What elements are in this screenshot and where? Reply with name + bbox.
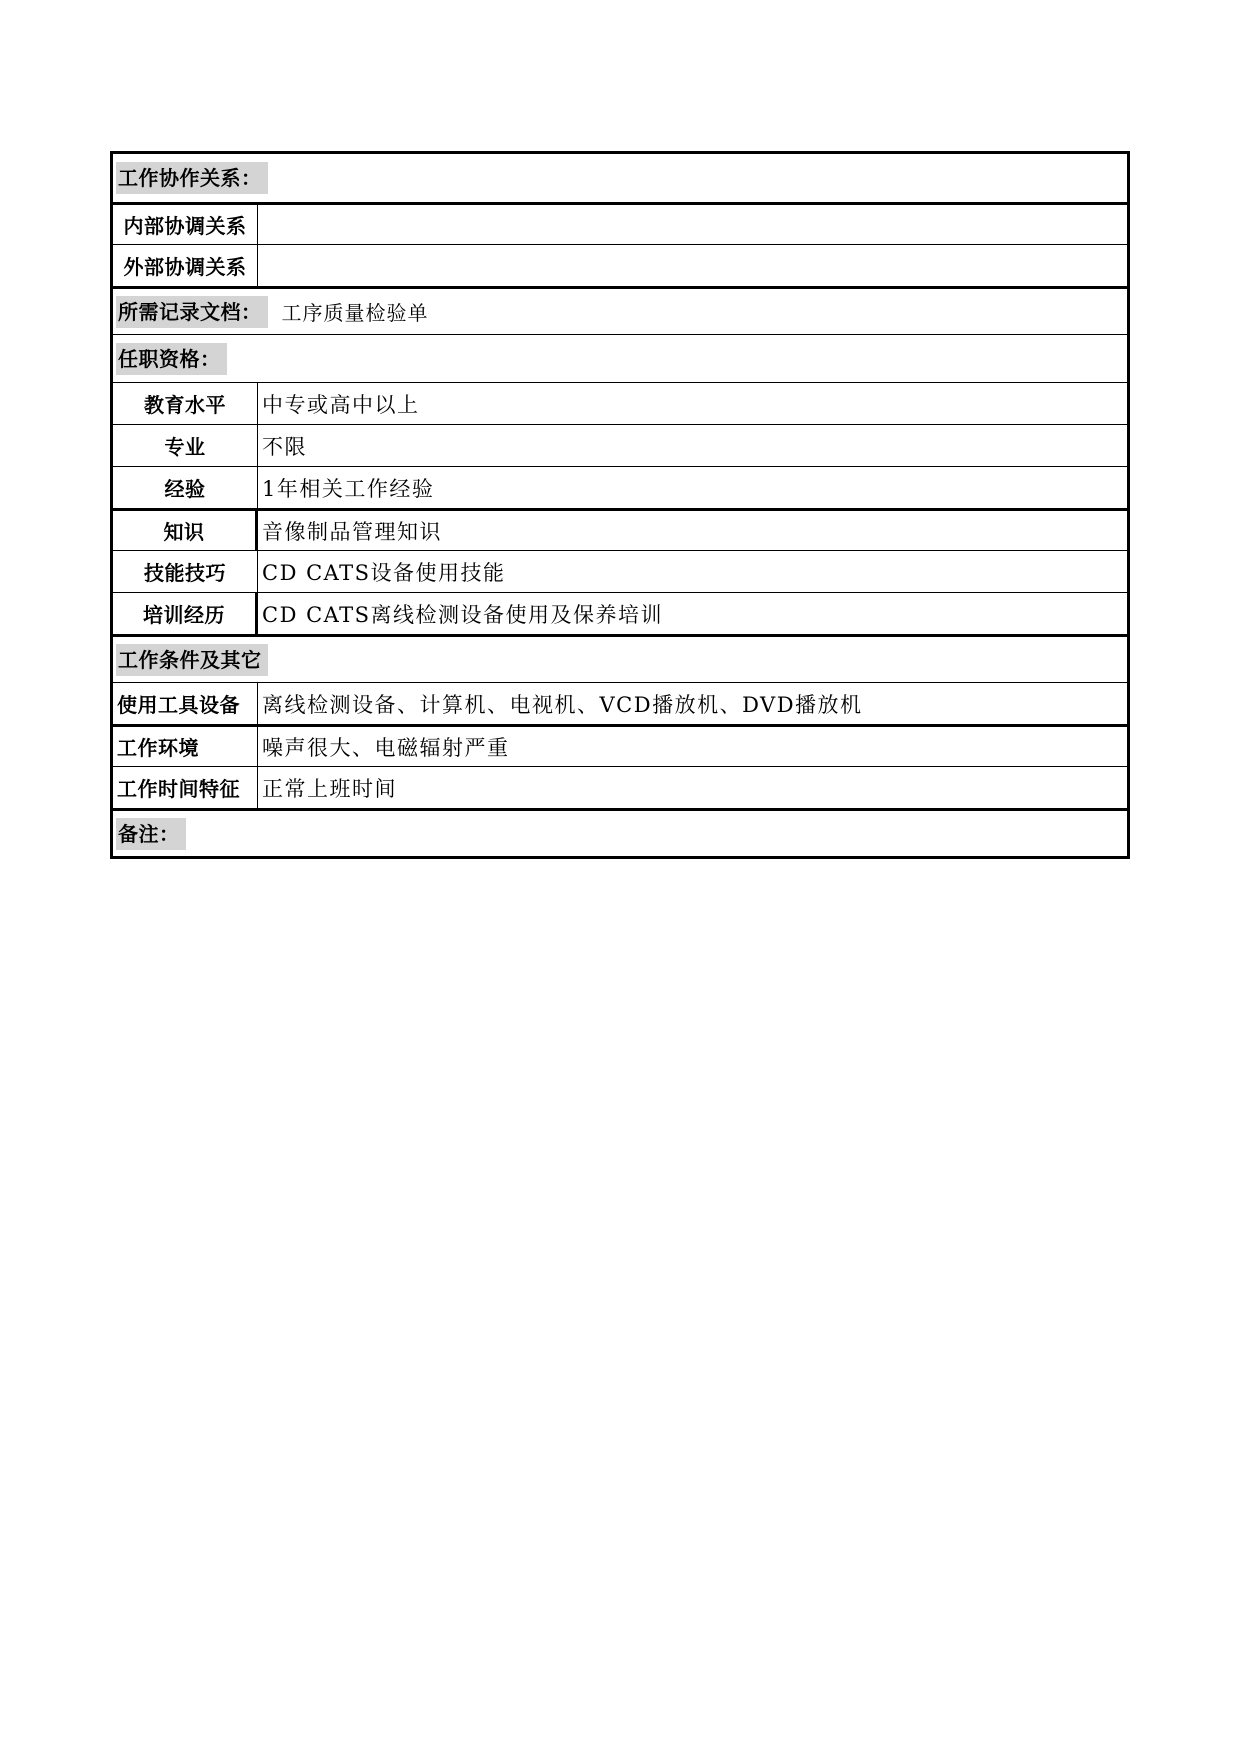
qualification-row-training xyxy=(113,592,1127,634)
experience-value: 1年相关工作经验 xyxy=(262,476,435,501)
hours-label: 工作时间特征 xyxy=(113,767,258,808)
condition-row-tools xyxy=(113,682,1127,724)
environment-label: 工作环境 xyxy=(113,727,258,766)
cooperation-section-title: 工作协作关系： xyxy=(116,162,268,194)
conditions-section-row xyxy=(113,634,1127,682)
internal-coordination-row xyxy=(113,202,1127,244)
tools-label: 使用工具设备 xyxy=(113,683,258,724)
documents-row xyxy=(113,286,1127,334)
education-value: 中专或高中以上 xyxy=(262,392,420,417)
condition-row-environment xyxy=(113,724,1127,766)
tools-value: 离线检测设备、计算机、电视机、VCD播放机、DVD播放机 xyxy=(262,692,863,717)
external-coordination-row xyxy=(113,244,1127,286)
experience-label: 经验 xyxy=(113,467,258,508)
knowledge-value: 音像制品管理知识 xyxy=(262,519,442,544)
documents-label: 所需记录文档： xyxy=(116,296,268,328)
conditions-section-title: 工作条件及其它 xyxy=(116,644,268,676)
training-value: CD CATS离线检测设备使用及保养培训 xyxy=(262,602,664,627)
qualification-row-major xyxy=(113,424,1127,466)
hours-value: 正常上班时间 xyxy=(262,776,397,801)
internal-coordination-value xyxy=(258,205,1127,244)
external-coordination-value xyxy=(258,245,1127,286)
condition-row-hours xyxy=(113,766,1127,808)
job-description-table xyxy=(110,151,1130,859)
major-value: 不限 xyxy=(262,434,307,459)
remarks-row xyxy=(113,808,1127,856)
external-coordination-label: 外部协调关系 xyxy=(113,245,258,286)
qualifications-section-row xyxy=(113,334,1127,382)
education-label: 教育水平 xyxy=(113,383,258,424)
training-label: 培训经历 xyxy=(113,593,258,634)
documents-value: 工序质量检验单 xyxy=(281,301,429,325)
environment-value: 噪声很大、电磁辐射严重 xyxy=(262,735,510,760)
skills-value: CD CATS设备使用技能 xyxy=(262,560,506,585)
cooperation-section-row xyxy=(113,154,1127,202)
skills-label: 技能技巧 xyxy=(113,551,258,592)
knowledge-label: 知识 xyxy=(113,511,258,550)
remarks-label: 备注： xyxy=(116,818,186,850)
qualification-row-experience xyxy=(113,466,1127,508)
qualification-row-education xyxy=(113,382,1127,424)
qualification-row-knowledge xyxy=(113,508,1127,550)
qualifications-section-title: 任职资格： xyxy=(116,343,227,375)
internal-coordination-label: 内部协调关系 xyxy=(113,205,258,244)
major-label: 专业 xyxy=(113,425,258,466)
qualification-row-skills xyxy=(113,550,1127,592)
